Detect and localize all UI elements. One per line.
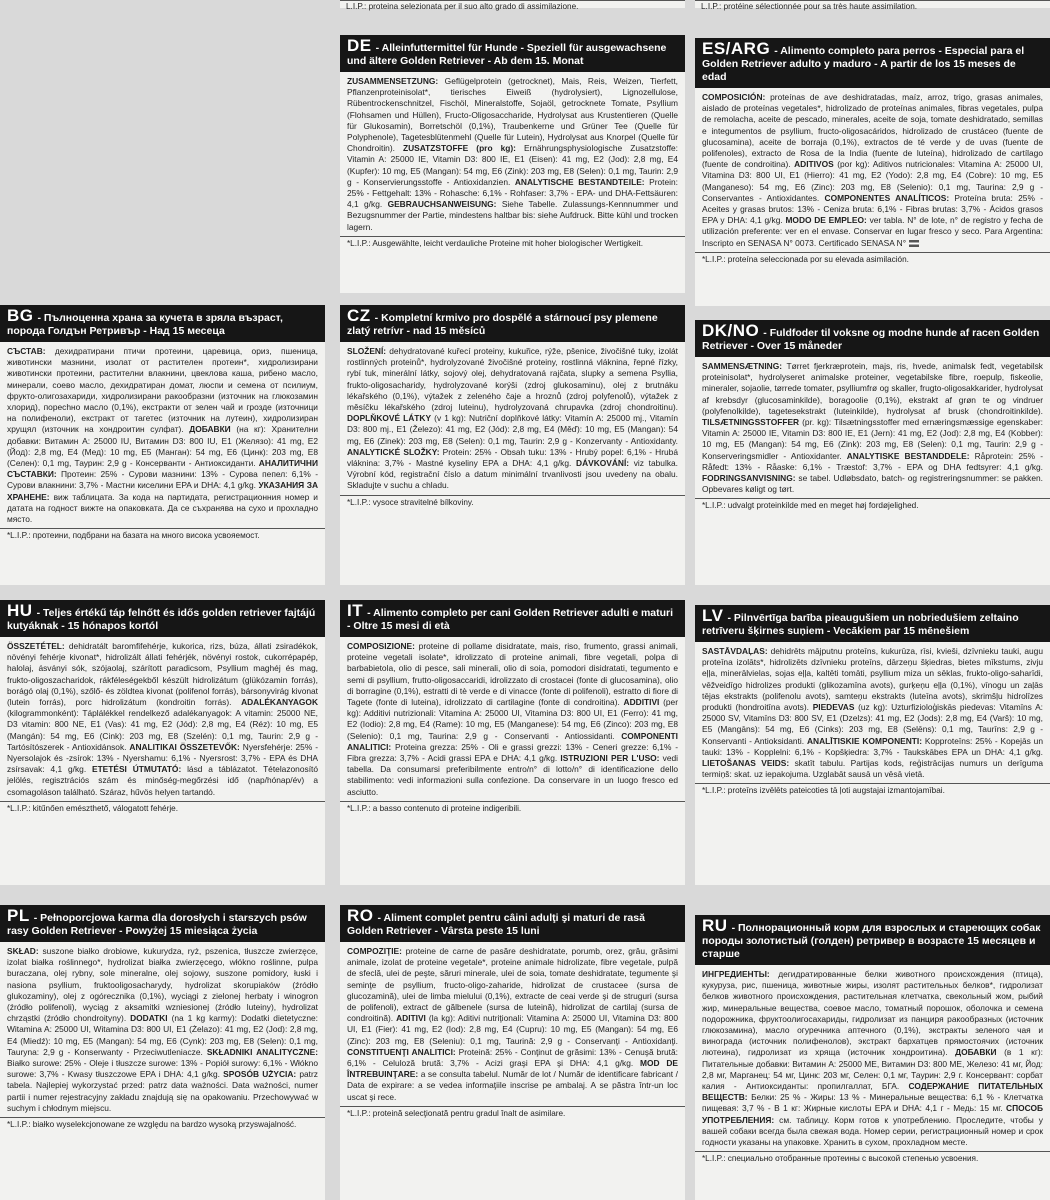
lip-footnote: *L.I.P.: kitűnően emészthető, válogatott fehérje. (0, 801, 325, 816)
lip-footnote: *L.I.P.: proteīns izvēlēts pateicoties tā ļoti augstajai izmantojamībai. (695, 783, 1050, 798)
section-heading: DODATKI (130, 1013, 168, 1024)
section-heading: SKŁADNIKI ANALITYCZNE: (206, 1046, 318, 1057)
section-text: Proteína bruta: 25% - Aceites y grasas brutos: 13% - Ceniza bruta: 6,1% - Fibras brutas: 3,7% - Ácidos grasos EPA y DHA: 4,1 g/kg. (702, 192, 1043, 226)
section-heading: COMPOSIZIONE: (347, 641, 415, 651)
header-separator: - (774, 45, 781, 57)
section-heading: SLOŽENÍ: (347, 346, 387, 356)
panel-title: Fuldfoder til voksne og modne hunde af racen Golden Retriever - Over 15 måneder (702, 327, 1040, 352)
language-code: BG (7, 306, 34, 325)
section-text: Ernährungsphysiologische Zusatzstoffe: Vitamin A: 25000 IE, Vitamin D3: 800 IE, E1 (Eisen): 41 mg, E2 (Jod): 2,8 mg, E4 (Kupfer): 10 mg, E5 (Mangan): 54 mg, E6 (Zink): 203 mg, E8 (Selen): 0,1 mg, Taurin: 2,9 g - Konservierungsstoffe - Antioxidanzien. (347, 143, 678, 187)
panel-header (340, 35, 685, 72)
section-text: proteínas de ave deshidratadas, maíz, arroz, trigo, grasas animales, aislado de proteínas vegetales*, hidrolizado de proteínas animales, fibras vegetales, pulpa de remolacha, aceite de pescado, minerales, aceite de soja, tomate deshidratado, semillas e integumentos de psyllium, fructo-oligosacáridos, hidrolizado de crustáceo (fuente de glucosamina), aceite de borraja (0,1%), extractos de té verde y de uvas (fuente de polifenoles), extracto de Rosa de la India (fuente de luteína), hidrolizado de cartílago (fuente de condroitina). (702, 92, 1043, 170)
section-text: виж таблицата. За кода на партидата, регистрационния номер и датата на годност вижте на опаковката. Да се съхранява на сухо и прохладно място. (7, 491, 318, 525)
panel-header (340, 905, 685, 942)
lip-footnote: *L.I.P.: białko wyselekcjonowane ze względu na bardzo wysoką przyswajalność. (0, 1117, 325, 1132)
language-code: ES/ARG (702, 39, 771, 58)
top-strip-left-note: L.I.P.: proteina selezionata per il suo alto grado di assimilazione. (340, 0, 685, 13)
top-strip-left (340, 0, 685, 11)
lip-footnote: *L.I.P.: udvalgt proteinkilde med en meget høj fordøjelighed. (695, 498, 1050, 513)
section-text: (в 1 кг): Питательные добавки: Витамин A: 25000 МЕ, Витамин D3: 800 МЕ, Железо: 41 мг, Йод: 2,8 мг, Марганец: 54 мг, Цинк: 203 мг, Селен: 0,1 мг, Таурин: 2,9 г. Консервант: сорбат калия - Антиоксиданты: пропилгаллат, БГА. (702, 1047, 1043, 1092)
panel-lv (695, 605, 1050, 885)
section-heading: ZUSATZSTOFFE (pro kg): (402, 143, 516, 154)
language-code: RO (347, 906, 374, 925)
top-strip-right-note: L.I.P.: protéine sélectionnée pour sa très haute assimilation. (695, 0, 1050, 13)
section-heading: ANALYTISCHE BESTANDTEILE: (514, 176, 645, 187)
section-text: Белки: 25 % - Жиры: 13 % - Минеральные вещества: 6,1 % - Клетчатка пищевая: 3,7 % - В 1 кг: Жирные кислоты EPA и DHA: 4,1 г - Медь: 15 мг. (702, 1092, 1043, 1114)
panel-header (695, 38, 1050, 88)
lip-footnote: *L.I.P.: proteină selecţionată pentru gradul înalt de asimilare. (340, 1106, 685, 1121)
panel-header (695, 605, 1050, 642)
section-text: (kilogrammonként): Táplálékkel rendelkező adalékanyagok: A vitamin: 25000 NE, D3 vitamin: 800 NE, E1 (Vas): 41 mg, E2 (Jód): 2,8 mg, E4 (Réz): 10 mg, E5 (Mangán): 54 mg, E6 (Cink): 203 mg, E8 (Szelén): 0,1 mg, Taurin: 2,9 g - Tartósítószerek - Antioxidánsok. (7, 708, 318, 752)
section-heading: ÖSSZETÉTEL: (7, 641, 65, 651)
panel-header (695, 320, 1050, 357)
panel-title: Alimento completo para perros - Especial para el Golden Retriever adulto y maduro - A partir de los 15 meses de edad (702, 45, 1025, 83)
language-code: PL (7, 906, 30, 925)
panel-cz (340, 305, 685, 585)
section-heading: ДОБАВКИ (189, 424, 231, 435)
section-text: vedi tabella. Da consumarsi preferibilmente entro/n° di lotto/n° di identificazione dello stabilimento: vedi informazioni sulla confezione. Da conservare in un luogo fresco ed asciutto. (347, 753, 678, 797)
panel-header (695, 915, 1050, 965)
section-text: (la kg): Aditivi nutriţionali: Vitamina A: 25000 UI, Vitamina D3: 800 UI, E1 (Fier): 41 mg, E2 (Iod): 2,8 mg, E4 (Cupru): 10 mg, E5 (Mangan): 54 mg, E6 (Zinc): 203 mg, E8 (Seleniu): 0,1 mg, Taurină: 2,9 g - Conservanţi - Antioxidanţi. (347, 1013, 678, 1046)
section-text: suszone białko drobiowe, kukurydza, ryż, pszenica, tłuszcze zwierzęce, izolat białka roślinnego*, hydrolizat białka zwierzęcego, włókno roślinne, pulpa buraczana, olej rybny, sole mineralne, olej sojowy, suszone pomidory, łuski i nasiona psyllium, fruktooligosacharydy, hydrolizat skorupiaków (źródło glukozaminy), olej z ogórecznika (0,1%), wyciągi z zielonej herbaty i winogron (źródło polifenoli), wyciąg z aksamitki wzniesionej (źródło luteiny), hydrolizat chrząstki (źródło chondroityny). (7, 946, 318, 1024)
lip-footnote: *L.I.P.: vysoce stravitelné bílkoviny. (340, 495, 685, 510)
panel-header (0, 305, 325, 342)
section-heading: ADITIVOS (794, 159, 834, 170)
section-heading: ETETÉSI ÚTMUTATÓ: (91, 764, 182, 775)
section-heading: SAMMENSÆTNING: (702, 361, 783, 371)
section-heading: PIEDEVAS (812, 702, 855, 713)
section-text: дехидратирани птичи протеини, царевица, ориз, пшеница, животински мазнини, изолат от растителен протеин*, хидролизирани животински протеини, растителни влакнини, цвеклова каша, рибено масло, минерали, соево масло, дехидратиран домат, люспи и семена от псилиум, фруктo-олигозахариди, хидролизирани ракообразни (източник на глюкозамин хлорид), порechно масло (0,1%), екстракти от зелен чай и грозде (източници на полифеноли), екстракт от тагетес (източник на лутеин), хидролизиран хрущял (източник на хондроитин сулфат). (7, 346, 318, 435)
section-heading: COMPONENTES ANALÍTICOS: (824, 192, 950, 203)
section-heading: GEBRAUCHSANWEISUNG: (387, 199, 497, 210)
panel-pl (0, 905, 325, 1200)
panel-title: Alleinfuttermittel für Hunde - Speziell für ausgewachsene und ältere Golden Retriever - Ab dem 15. Monat (347, 42, 667, 67)
language-code: DE (347, 36, 372, 55)
lip-footnote: *L.I.P.: Ausgewählte, leicht verdauliche Proteine mit hoher biologischer Wertigkeit. (340, 236, 685, 251)
panel-body-text (695, 965, 1050, 1148)
section-text: Białko surowe: 25% - Oleje i tłuszcze surowe: 13% - Popiół surowy: 6,1% - Włókno surowe: 3,7% - Kwasy tłuszczowe EPA i DHA: 4,1 g/kg. (7, 1058, 318, 1080)
section-heading: ИНГРЕДИЕНТЫ: (702, 969, 770, 979)
section-heading: ISTRUZIONI PER L'USO: (560, 753, 660, 764)
section-text: proteine di pollame disidratate, mais, riso, frumento, grassi animali, proteine vegetali isolate*, idrolizzato di proteine animali, fibre vegetali, polpa di barbabietola, olio di pesce, sali minerali, olio di soia, pomodori disidratati, tegumento e semi di psyllium, frutto-oligosaccaridi, idrolizzato di crostacei (fonte di glucosamina), olio di borragine (0,1%), estratti di tè verde e di vinacce (fonte di polifenoli), estratto di fiore di Tagete (fonte di luteina), idrolizzato di cartilagine (fonte di condroitina). (347, 641, 678, 708)
section-heading: ДОБАВКИ (955, 1047, 997, 1058)
panel-dk (695, 320, 1050, 585)
language-code: CZ (347, 306, 371, 325)
section-heading: ZUSAMMENSETZUNG: (347, 76, 439, 86)
header-separator: - (763, 327, 770, 339)
section-text: Nyersfehérje: 25% - Nyersolajok és -zsírok: 13% - Nyershamu: 6,1% - Nyersrost: 3,7% - EPA és DHA zsírsavak: 4,1 g/kg. (7, 741, 318, 775)
section-heading: SASTĀVDAĻAS: (702, 646, 768, 656)
panel-de (340, 35, 685, 293)
panel-title: Alimento completo per cani Golden Retriever adulti e maturi - Oltre 15 mesi di età (347, 607, 674, 632)
section-heading: COMPOSICIÓN: (702, 92, 766, 102)
lip-footnote: *L.I.P.: a basso contenuto di proteine indigeribili. (340, 801, 685, 816)
section-heading: ANALYTICKÉ SLOŽKY: (347, 446, 440, 457)
section-text: a se consulta tabelul. Număr de lot / Număr de identificare fabricant / Data de expirare: a se vedea informaţiile inscrise pe ambalaj. A se păstra într-un loc uscat şi rece. (347, 1069, 678, 1102)
section-heading: ADITIVI (396, 1013, 426, 1024)
section-text: (uz kg): Uzturfizioloģiskās piedevas: Vitamīns A: 25000 SV, Vitamīns D3: 800 SV, E1 (Dzelzs): 41 mg, E2 (Jods): 2,8 mg, E4 (Varš): 10 mg, E5 (Mangāns): 54 mg, E6 (Cinks): 203 mg, E8 (Selēns): 0,1 mg, Taurīns: 2,9 g - Konservanti - Antioksidanti. (702, 702, 1044, 746)
section-text: см. таблицу. Корм готов к употреблению. Проследите, чтобы у вашей собаки всегда была свежая вода. Номер серии, регистрационный номер и срок годности указаны на упаковке. Хранить в сухом, прохладном месте. (702, 1114, 1043, 1148)
section-text: Proteină: 25% - Conţinut de grăsimi: 13% - Cenuşă brută: 6,1% - Celuloză brută: 3,7% - Acizi graşi EPA şi DHA: 4,1 g/kg. (347, 1046, 678, 1069)
section-text: Протеин: 25% - Сурови мазнини: 13% - Сурова пепел: 6,1% - Сурови влакнини: 3,7% - Мастни киселини EPA и DHA: 4,1 g/kg. (7, 469, 318, 491)
panel-body-text (340, 342, 685, 492)
section-heading: COMPONENTI ANALITICI: (347, 730, 678, 752)
section-heading: СЪСТАВ: (7, 346, 46, 356)
section-text: (por kg): Aditivos nutricionales: Vitamina A: 25000 UI, Vitamina D3: 800 UI, E1 (Hierro): 41 mg, E2 (Yodo): 2,8 mg, E4 (Cobre): 10 mg, E5 (Manganeso): 54 mg, E6 (Zinc): 203 mg, E8 (Selenio): 0,1 mg, Taurina: 2,9 g - Conservantes - Antioxidantes. (702, 159, 1043, 203)
section-text: Siehe Tabelle. Zulassungs-Kennnummer und Bezugsnummer der Partie, mindestens haltbar bis: siehe Aufdruck. Bitte kühl und trocken lagern. (347, 199, 678, 232)
section-heading: СОДЕРЖАНИЕ ПИТАТЕЛЬНЫХ ВЕЩЕСТВ: (702, 1081, 1043, 1103)
section-text: dehydratované kuřecí proteiny, kukuřice, rýže, pšenice, živočišné tuky, izolát rostlinných proteinů*, hydrolyzované živočišné proteiny, rostlinná vláknina, řepné řízky, rybí tuk, minerální látky, sojový olej, dehydratovaná rajčata, slupky a semena Psyllia, frukto-oligosacharidy, hydrolyzované korýši (zdroj glukosaminu), olej z brutnáku lékařského (0,1%), výtažek z zeleného čaje a hroznů (zdroj polyfenolů), výtažek z měsíčku lékařského (zdroj luteinu), hydrolyzovaná chrupavka (zdroj chondroitinu). (347, 346, 678, 413)
section-heading: УКАЗАНИЯ ЗА ХРАНЕНЕ: (7, 480, 319, 502)
panel-body-text (0, 342, 325, 525)
section-text: patrz tabela. Najlepiej wykorzystać przed: patrz data ważności. Data ważności, numer partii i numer rejestracyjny zakładu znajdują się na opakowaniu. Przechowywać w suchym i chłodnym miejscu. (7, 1069, 318, 1113)
panel-ru (695, 915, 1050, 1200)
panel-title: Kompletní krmivo pro dospělé a stárnoucí psy plemene zlatý retrívr - nad 15 měsíců (347, 312, 658, 337)
panel-body-text (340, 72, 685, 233)
section-heading: DOPLŇKOVÉ LÁTKY (347, 413, 432, 424)
panel-title: Полнорационный корм для взрослых и стареющих собак породы золотистый (голден) ретривер в возрасте 15 месяцев и старше (702, 922, 1041, 960)
section-text: lásd a táblázatot. Tételazonosító jelölés, regisztrációs szám és minőség-megőrzési idő (nap/hónap/év) a csomagoláson található. Száraz, hűvös helyen tartandó. (7, 764, 319, 797)
panel-body-text (340, 942, 685, 1103)
section-heading: ANALYTISKE BESTANDDELE: (846, 450, 970, 461)
panel-title: Пълноценна храна за кучета в зряла възраст, порода Голдън Ретривър - Над 15 месеца (7, 312, 283, 337)
section-text: ver tabla. N° de lote, n° de registro y fecha de utilización preferente: ver en el envase. Conservar en lugar fresco y seco. Para Argentina: Inscripto en SENASA N° 0073. Certificado SENASA N° (702, 215, 1044, 248)
section-heading: CONSTITUENŢI ANALITICI: (347, 1046, 456, 1057)
panel-title: Pełnoporcjowa karma dla dorosłych i starszych psów rasy Golden Retriever - Powyżej 15 miesiąca życia (7, 912, 307, 937)
language-code: LV (702, 606, 724, 625)
header-separator: - (377, 912, 384, 924)
panel-body-text (0, 637, 325, 798)
lip-footnote: *L.I.P.: proteína seleccionada por su elevada asimilación. (695, 252, 1050, 267)
header-separator: - (367, 607, 374, 619)
header-separator: - (731, 922, 738, 934)
panel-header (0, 600, 325, 637)
section-heading: TILSÆTNINGSSTOFFER (702, 417, 800, 428)
section-text: (per kg): Additivi nutrizionali: Vitamina A: 25000 UI, Vitamina D3: 800 UI, E1 (Ferro): 41 mg, E2 (Iodio): 2,8 mg, E4 (Rame): 10 mg, E5 (Manganese): 54 mg, E6 (Zinco): 203 mg, E8 (Selenio): 0,1 mg, Taurina: 2,9 g - Conservanti - Antiossidanti. (347, 697, 678, 741)
section-text: se tabel. Udløbsdato, batch- og registreringsnummer: se pakken. Opbevares køligt og tørt. (702, 473, 1043, 495)
section-heading: ANALITIKAI ÖSSZETEVŐK: (129, 741, 240, 752)
section-text: (pr. kg): Tilsætningsstoffer med ernæringsmæssige egenskaber: Vitamin A: 25000 IE, Vitamin D3: 800 IE, E1 (Jern): 41 mg, E2 (Jod): 2,8 mg, E4 (Kobber): 10 mg, E5 (Mangan): 54 mg, E6 (Zink): 203 mg, E8 (Selen): 0,1 mg, Taurin: 2,9 g - Konserveringsmidler - Antioxidanter. (702, 417, 1043, 461)
section-text: (на кг): Хранителни добавки: Витамин A: 25000 IU, Витамин D3: 800 IU, E1 (Желязо): 41 mg, E2 (Йод): 2,8 mg, E4 (Мед): 10 mg, E5 (Манган): 54 mg, E6 (Цинк): 203 mg, E8 (Селен): 0,1 mg, Таурин: 2,9 g - Консерванти - Антиоксиданти. (7, 424, 319, 469)
section-text: Proteina grezza: 25% - Oli e grassi grezzi: 13% - Ceneri grezze: 6,1% - Fibra grezza: 3,7% - Acidi grassi EPA e DHA: 4,1 g/kg. (347, 741, 678, 764)
language-code: HU (7, 601, 33, 620)
section-text: дегидратированные белки животного происхождения (птица), кукуруза, рис, пшеница, животные жиры, изолят растительных белков*, гидролизат белков животного происхождения, растительная клетчатка, свекольный жом, рыбий жир, минеральные вещества, соевое масло, томатный порошок, оболочка и семена подорожника, фруктоолигосахариды, гидролизат из панциря ракообразных (источник глюкозамина), масло огуречника аптечного (0,1%), экстракты зеленого чая и винограда (источник полифенолов), экстракт бархатцев прямостоячих (источник лютеина), гидролизат из хряща (источник хондроитина). (702, 969, 1043, 1058)
lip-footnote: *L.I.P.: специально отобранные протеины с высокой степенью усвоения. (695, 1151, 1050, 1166)
panel-title: Pilnvērtīga barība pieaugušiem un nobriedušiem zeltaino retrīveru šķirnes suņiem - Vecākiem par 15 mēnešiem (702, 612, 1019, 637)
section-text: viz tabulka. Výrobní kód, registrační číslo a datum minimální trvanlivosti jsou uvedeny na obalu. Skladujte v suchu a chladu. (347, 458, 678, 491)
header-separator: - (375, 42, 382, 54)
panel-es (695, 38, 1050, 306)
section-text: proteine de carne de pasăre deshidratate, porumb, orez, grâu, grăsimi animale, izolat de proteine vegetale*, proteine animale hidrolizate, fibre vegetale, pulpă de sfeclă, ulei de peşte, săruri minerale, ulei de soia, tomate deshidratate, tegumente şi seminţe de psyllium, fructo-oligo-zaharide, hidrolizat de crustacee (sursa de glucozamină), ulei de limba mielului (0,1%), extracte de ceai verde şi de struguri (sursa de polifenoli), extract de gălbenele (sursa de luteină), hidrolizat de cartilaj (sursa de condroitină). (347, 946, 678, 1024)
section-heading: ADALÉKANYAGOK (241, 697, 318, 708)
section-text: dehidrēts mājputnu proteīns, kukurūza, rīsi, kvieši, dzīvnieku tauki, augu proteīna izolāts*, hidrolizēts dzīvnieku proteīns, dārzeņu šķiedras, bietes mīkstums, zivju eļļa, minerālvielas, sojas eļļa, kaltēti tomāti, psyllium miza un sēklas, frukto-oligo-saharīdi, vēžveidīgo hidrolizes produkti (glikozamīna avots), gurķeņu eļļa (0,1%), vīnogu un zaļās tējas ekstrakts (polifenolu avots), samteņu ekstrakts (luteīna avots), skrimšļu hidrolīzes produkti (hondroitīna avots). (702, 646, 1043, 713)
section-text: dehidratált baromfifehérje, kukorica, rizs, búza, állati zsiradékok, növényi fehérje kivonat*, hidrolizált állati fehérjék, növényi rostok, cukorrépapép, halolaj, ásványi sók, szójaolaj, szárított paradicsom, Psyllium maghéj és mag, frukto-oligoszacharidok, rákféleségekből készült hidrolizátum (glükózamin forrás), borágó olaj (0,1%), szőlő- és zöldtea kivonat (polifenol forrás), bársonyvirág kivonat (lutein forrás), porc hidrolizátum (kondroitin forrás). (7, 641, 318, 708)
header-separator: - (36, 607, 43, 619)
section-heading: FODRINGSANVISNING: (702, 473, 796, 484)
section-text: (na 1 kg karmy): Dodatki dietetyczne: Witamina A: 25000 UI, Witamina D3: 800 UI, E1 (Żelazo): 41 mg, E2 (Jod): 2,8 mg, E4 (Miedź): 10 mg, E5 (Mangan): 54 mg, E6 (Cynk): 203 mg, E8 (Selen): 0,1 mg, Tauryna: 2,9 g - Konserwanty - Przeciwutleniacze. (7, 1013, 318, 1057)
section-text: Tørret fjerkræprotein, majs, ris, hvede, animalsk fedt, vegetabilsk proteinisolat*, hydrolyseret animalske proteiner, vegetabilske fibre, roepulp, fiskeolie, mineraler, sojaolie, tørrede tomater, psylliumfrø og skaller, frugto-oligosakkarider, hydrolysat af krebsdyr (glucosaminkilde), boragoolie (0,1%), ekstrakt af grøn te og vindruer (polyfenolkilde), tagetesekstrakt (luteinkilde), hydrolysat af brusk (chondroitinkilde). (702, 361, 1043, 416)
top-strip-right (695, 0, 1050, 11)
language-code: IT (347, 601, 364, 620)
section-heading: ADDITIVI (623, 697, 660, 708)
panel-body-text (695, 88, 1050, 249)
section-heading: SKŁAD: (7, 946, 39, 956)
panel-title: Teljes értékű táp felnőtt és idős golden retriever fajtájú kutyáknak - 15 hónapos kortól (7, 607, 316, 632)
header-separator: - (33, 912, 41, 924)
panel-body-text (695, 357, 1050, 495)
section-text: Protein: 25% - Fettgehalt: 13% - Rohasche: 6,1% - Rohfaser: 3,7% - EPA- und DHA-Fettsäuren: 4,1 g/kg. (347, 176, 678, 210)
panel-body-text (0, 942, 325, 1114)
panel-header (0, 905, 325, 942)
section-text: Geflügelprotein (getrocknet), Mais, Reis, Weizen, Tierfett, Pflanzenproteinisolat*, tierisches Eiweiß (hydrolysiert), Lignozellulose, Rübentrockenschnitzel, Fischöl, Mineralstoffe, Sojaöl, getrocknete Tomate, Psyllium (Flohsamen und Hüllen), Fructo-Oligosaccharide, Hydrolysat aus Krustentieren (Quelle für Glukosamin), Borretschöl (0,1%), Traubenkerne und Grüner Tee (Quelle für Polyphenole), Tagetesblütenmehl (Quelle für Lutein), Hydrolysat aus Knorpel (Quelle für Chondroitin). (347, 76, 678, 154)
section-text: (v 1 kg): Nutriční doplňkové látky: Vitamín A: 25000 mj., Vitamín D3: 800 mj., E1 (Železo): 41 mg, E2 (Jód): 2,8 mg, E4 (Měď): 10 mg, E5 (Mangan): 54 mg, E6 (Zinek): 203 mg, E8 (Selen): 0,1 mg, Taurin: 2,9 g - Konzervanty - Antioxidanty. (347, 413, 678, 446)
header-separator: - (37, 312, 44, 324)
panel-header (340, 600, 685, 637)
panel-bg (0, 305, 325, 585)
panel-hu (0, 600, 325, 885)
language-code: RU (702, 916, 728, 935)
section-heading: COMPOZIŢIE: (347, 946, 402, 956)
section-heading: LIETOŠANAS VEIDS: (702, 758, 790, 769)
panel-header (340, 305, 685, 342)
section-text: Kopproteīns: 25% - Kopejās un tauki: 13% - Kopplelni: 6,1% - Kopšķiedra: 3,7% - Taukskābes EPA un DHA: 4,1 g/kg. (702, 735, 1043, 757)
section-heading: АНАЛИТИЧНИ СЪСТАВКИ: (7, 458, 318, 480)
section-heading: MOD DE ÎNTREBUINŢARE: (347, 1058, 679, 1080)
argentina-flag-icon (909, 240, 919, 247)
header-separator: - (727, 612, 734, 624)
section-heading: SPOSÓB UŻYCIA: (223, 1069, 297, 1080)
section-heading: СПОСОБ УПОТРЕБЛЕНИЯ: (702, 1103, 1043, 1125)
lip-footnote: *L.I.P.: протеини, подбрани на базата на много висока усвояемост. (0, 528, 325, 543)
section-text: Råprotein: 25% - Råfedt: 13% - Råaske: 6,1% - Træstof: 3,7% - EPA og DHA fedtsyrer: 4,1 g/kg. (702, 450, 1043, 472)
section-heading: MODO DE EMPLEO: (785, 215, 867, 226)
panel-title: Aliment complet pentru câini adulţi şi maturi de rasă Golden Retriever - Vârsta peste 15 luni (347, 912, 645, 937)
section-heading: ANALĪTISKIE KOMPONENTI: (806, 735, 922, 746)
panel-ro (340, 905, 685, 1200)
section-heading: DÁVKOVÁNÍ: (576, 458, 630, 469)
panel-body-text (340, 637, 685, 798)
panel-it (340, 600, 685, 885)
section-text: Protein: 25% - Obsah tuku: 13% - Hrubý popel: 6,1% - Hrubá vláknina: 3,7% - Mastné kyseliny EPA a DHA: 4,1 g/kg. (347, 446, 678, 469)
panel-body-text (695, 642, 1050, 780)
language-code: DK/NO (702, 321, 760, 340)
header-separator: - (374, 312, 382, 324)
section-text: skatīt tabulu. Partijas kods, reģistrācijas numurs un derīguma termiņš: skat. uz iepakojuma. Uzglabāt sausā un vēsā vietā. (702, 758, 1043, 780)
